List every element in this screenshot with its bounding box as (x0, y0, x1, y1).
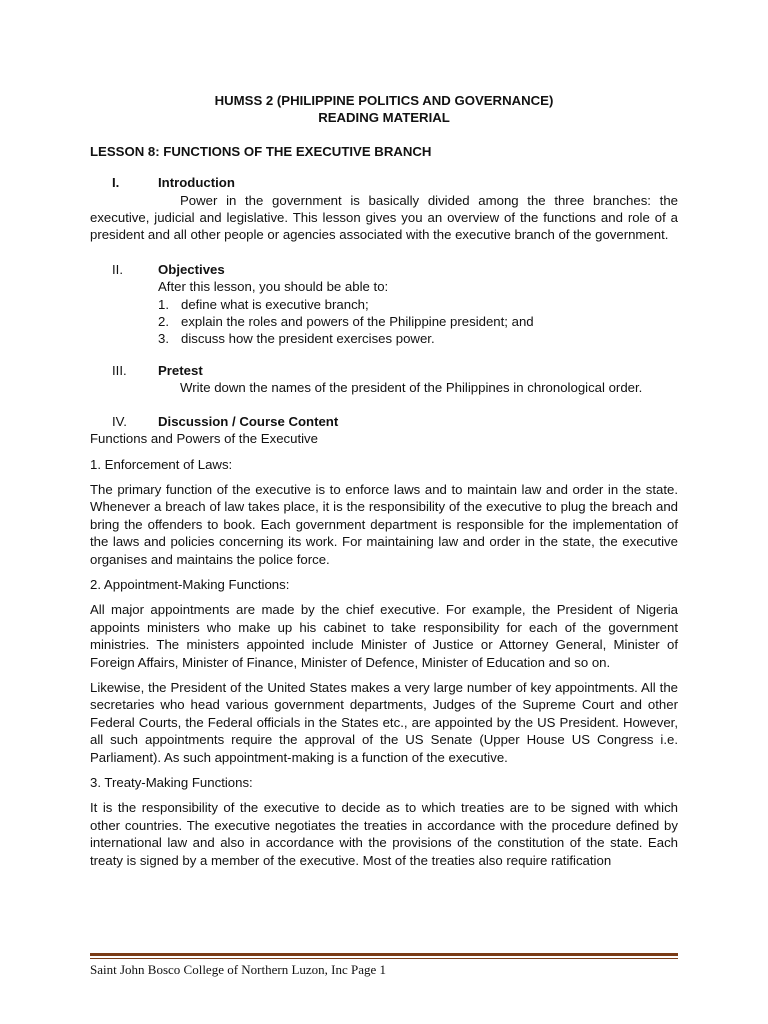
paragraph-appointment-nigeria: All major appointments are made by the chief executive. For example, the President of Nigeria appoints ministers who make up his cabinet to take responsibility for each of the government ministries. The ministers appointed include Minister of Justice or Attorney General, Minister of Foreign Affairs, Minister of Finance, Minister of Defence, Minister of Education and so on. (90, 602, 678, 670)
intro-paragraph: Power in the government is basically divided among the three branches: the executive, judicial and legislative. This lesson gives you an overview of the functions and role of a president and all other people or agencies associated with the executive branch of the government. (90, 192, 678, 243)
list-item: 3. discuss how the president exercises power. (158, 331, 435, 347)
pretest-text: Write down the names of the president of the Philippines in chronological order. (180, 380, 643, 396)
section-number: II. (112, 261, 123, 277)
section-number: I. (112, 175, 120, 191)
section-heading: Introduction (158, 175, 235, 191)
lesson-title: LESSON 8: FUNCTIONS OF THE EXECUTIVE BRANCH (90, 143, 432, 159)
page-footer: Saint John Bosco College of Northern Luzon, Inc Page 1 (90, 962, 387, 977)
section-pretest (90, 362, 678, 397)
section-discussion (90, 413, 678, 430)
section-introduction (90, 174, 678, 244)
section-number: III. (112, 362, 127, 378)
objectives-list (90, 296, 678, 348)
subheading-appointment: 2. Appointment-Making Functions: (90, 576, 290, 592)
course-title: HUMSS 2 (PHILIPPINE POLITICS AND GOVERNANCE) (214, 93, 554, 108)
objectives-intro: After this lesson, you should be able to: (158, 279, 389, 295)
section-heading: Pretest (158, 362, 203, 378)
reading-material-title: READING MATERIAL (318, 110, 450, 126)
document-body (90, 92, 678, 869)
discussion-subtitle: Functions and Powers of the Executive (90, 431, 318, 447)
footer-rule-thick (90, 953, 678, 956)
section-objectives (90, 261, 678, 348)
paragraph-appointment-us: Likewise, the President of the United States makes a very large number of key appointments. All the secretaries who head various government departments, Judges of the Supreme Court and other Federal Courts, the Federal officials in the States etc., are appointed by the US President. However, all such appointments require the approval of the US Senate (Upper House US Congress i.e. Parliament). As such appointment-making is a function of the executive. (90, 679, 678, 765)
paragraph-treaty: It is the responsibility of the executive to decide as to which treaties are to be signed with which other countries. The executive negotiates the treaties in accordance with the procedure defined by international law and also in accordance with the provisions of the constitution of the state. Each treaty is signed by a member of the executive. Most of the treaties also require ratification (90, 800, 678, 868)
section-heading: Discussion / Course Content (158, 413, 339, 429)
section-heading: Objectives (158, 261, 225, 277)
list-item: 2. explain the roles and powers of the Philippine president; and (158, 314, 534, 330)
subheading-enforcement: 1. Enforcement of Laws: (90, 456, 233, 472)
paragraph-enforcement: The primary function of the executive is to enforce laws and to maintain law and order in the state. Whenever a breach of law takes place, it is the responsibility of the executive to plug the breach and bring the offenders to book. Each government department is responsible for the implementation of the laws and policies concerning its work. For maintaining law and order in the state, the executive organises and maintains the police force. (90, 481, 678, 567)
list-item: 1. define what is executive branch; (158, 296, 369, 312)
section-number: IV. (112, 413, 127, 429)
subheading-treaty: 3. Treaty-Making Functions: (90, 775, 253, 790)
footer-rule-thin (90, 958, 678, 959)
